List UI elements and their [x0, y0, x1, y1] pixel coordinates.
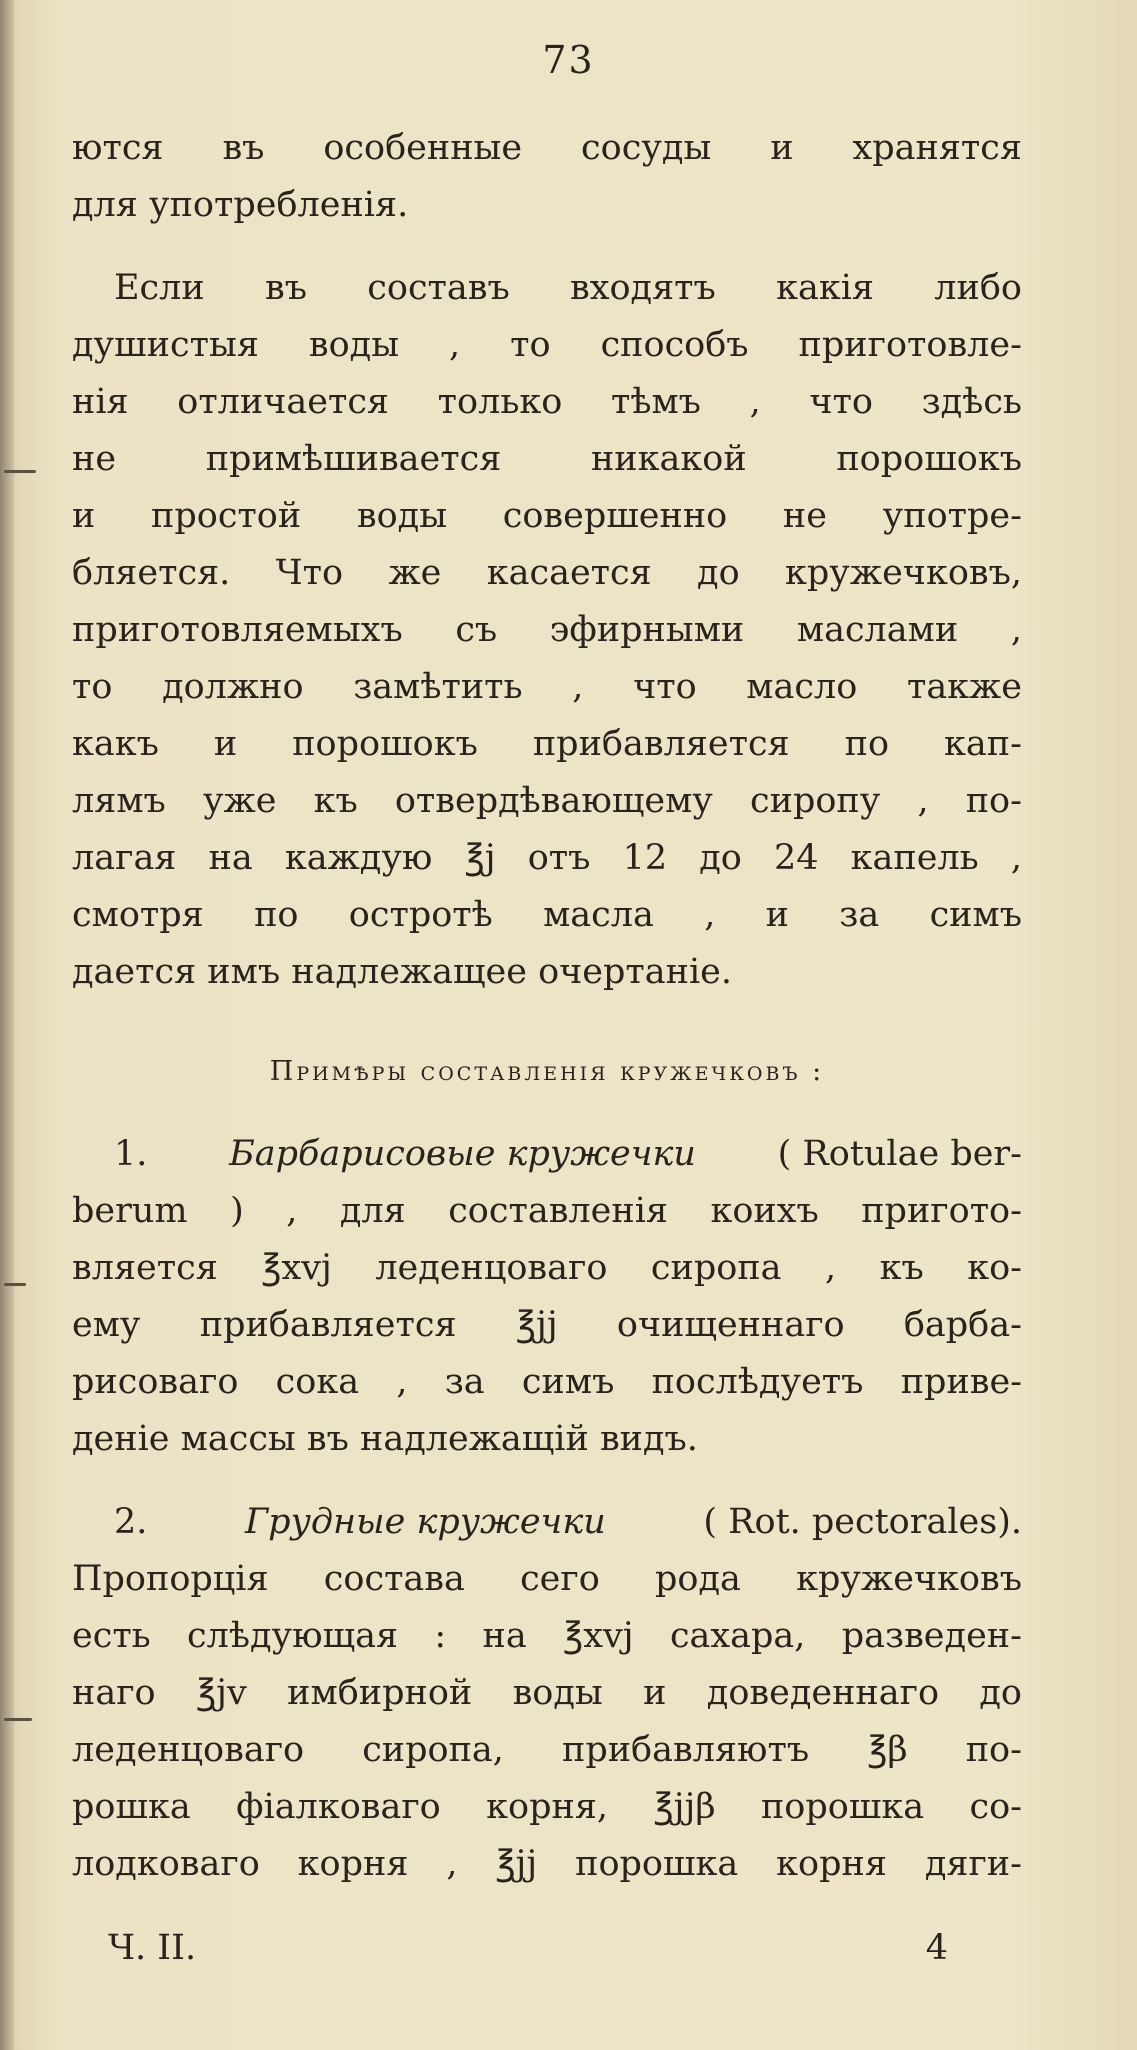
text-line: ются въ особенные сосуды и хранятся [72, 128, 1022, 168]
text-line: рошка фіалковаго корня, ℥jjβ порошка со- [72, 1787, 1022, 1827]
text-line: не примѣшивается никакой порошокъ [72, 439, 1022, 479]
text-line: Если въ составъ входятъ какія либо [114, 268, 1022, 308]
text-line: то должно замѣтить , что масло также [72, 667, 1022, 707]
text-line: приготовляемыхъ съ эфирными маслами , [72, 610, 1022, 650]
recipe-number: 1. [114, 1134, 148, 1174]
text-line: Пропорція состава сего рода кружечковъ [72, 1559, 1022, 1599]
text-line [72, 1126, 1022, 1183]
text-line: и простой воды совершенно не употре- [72, 496, 1022, 536]
margin-mark [4, 1718, 32, 1721]
text-line: berum ) , для составленія коихъ пригото- [72, 1191, 1022, 1231]
text-line: деніе массы въ надлежащій видъ. [72, 1419, 698, 1459]
text-line [72, 1494, 1022, 1551]
page-footer [108, 1928, 948, 1968]
text-line: смотря по остротѣ масла , и за симъ [72, 895, 1022, 935]
margin-mark [4, 470, 36, 473]
text-fragment: ( Rot. pectorales). [703, 1502, 1022, 1542]
text-line: нія отличается только тѣмъ , что здѣсь [72, 382, 1022, 422]
text-line: наго ℥jv имбирной воды и доведеннаго до [72, 1673, 1022, 1713]
text-line: ему прибавляется ℥jj очищеннаго барба- [72, 1305, 1022, 1345]
text-line: бляется. Что же касается до кружечковъ, [72, 553, 1022, 593]
text-line: душистыя воды , то способъ приготовле- [72, 325, 1022, 365]
text-fragment: ( Rotulae ber- [777, 1134, 1022, 1174]
paragraph-1 [72, 120, 1022, 234]
section-heading: Примѣры составленія кружечковъ : [269, 1056, 825, 1087]
text-line: для употребленія. [72, 185, 409, 225]
margin-mark [4, 1283, 26, 1286]
volume-signature: Ч. II. [108, 1928, 197, 1968]
recipe-title: Барбарисовые кружечки [229, 1134, 696, 1174]
page-number: 73 [542, 38, 595, 82]
text-line: какъ и порошокъ прибавляется по кап- [72, 724, 1022, 764]
recipe-2 [72, 1494, 1022, 1893]
text-line: рисоваго сока , за симъ послѣдуетъ приве- [72, 1362, 1022, 1402]
text-line: есть слѣдующая : на ℥xvj сахара, разведен- [72, 1616, 1022, 1656]
paragraph-2 [72, 260, 1022, 1001]
recipe-number: 2. [114, 1502, 148, 1542]
recipe-title: Грудные кружечки [244, 1502, 606, 1542]
text-line: лагая на каждую ℥j отъ 12 до 24 капель , [72, 838, 1022, 878]
recipe-1 [72, 1126, 1022, 1468]
page-binding-edge [0, 0, 14, 2050]
text-line: леденцоваго сиропа, прибавляютъ ℥β по- [72, 1730, 1022, 1770]
sheet-signature: 4 [925, 1928, 948, 1968]
text-line: дается имъ надлежащее очертаніе. [72, 952, 733, 992]
body-text [72, 120, 1022, 1893]
text-line: лодковаго корня , ℥jj порошка корня дяги- [72, 1844, 1022, 1884]
text-line: лямъ уже къ отвердѣвающему сиропу , по- [72, 781, 1022, 821]
text-line: вляется ℥xvj леденцоваго сиропа , къ ко- [72, 1248, 1022, 1288]
